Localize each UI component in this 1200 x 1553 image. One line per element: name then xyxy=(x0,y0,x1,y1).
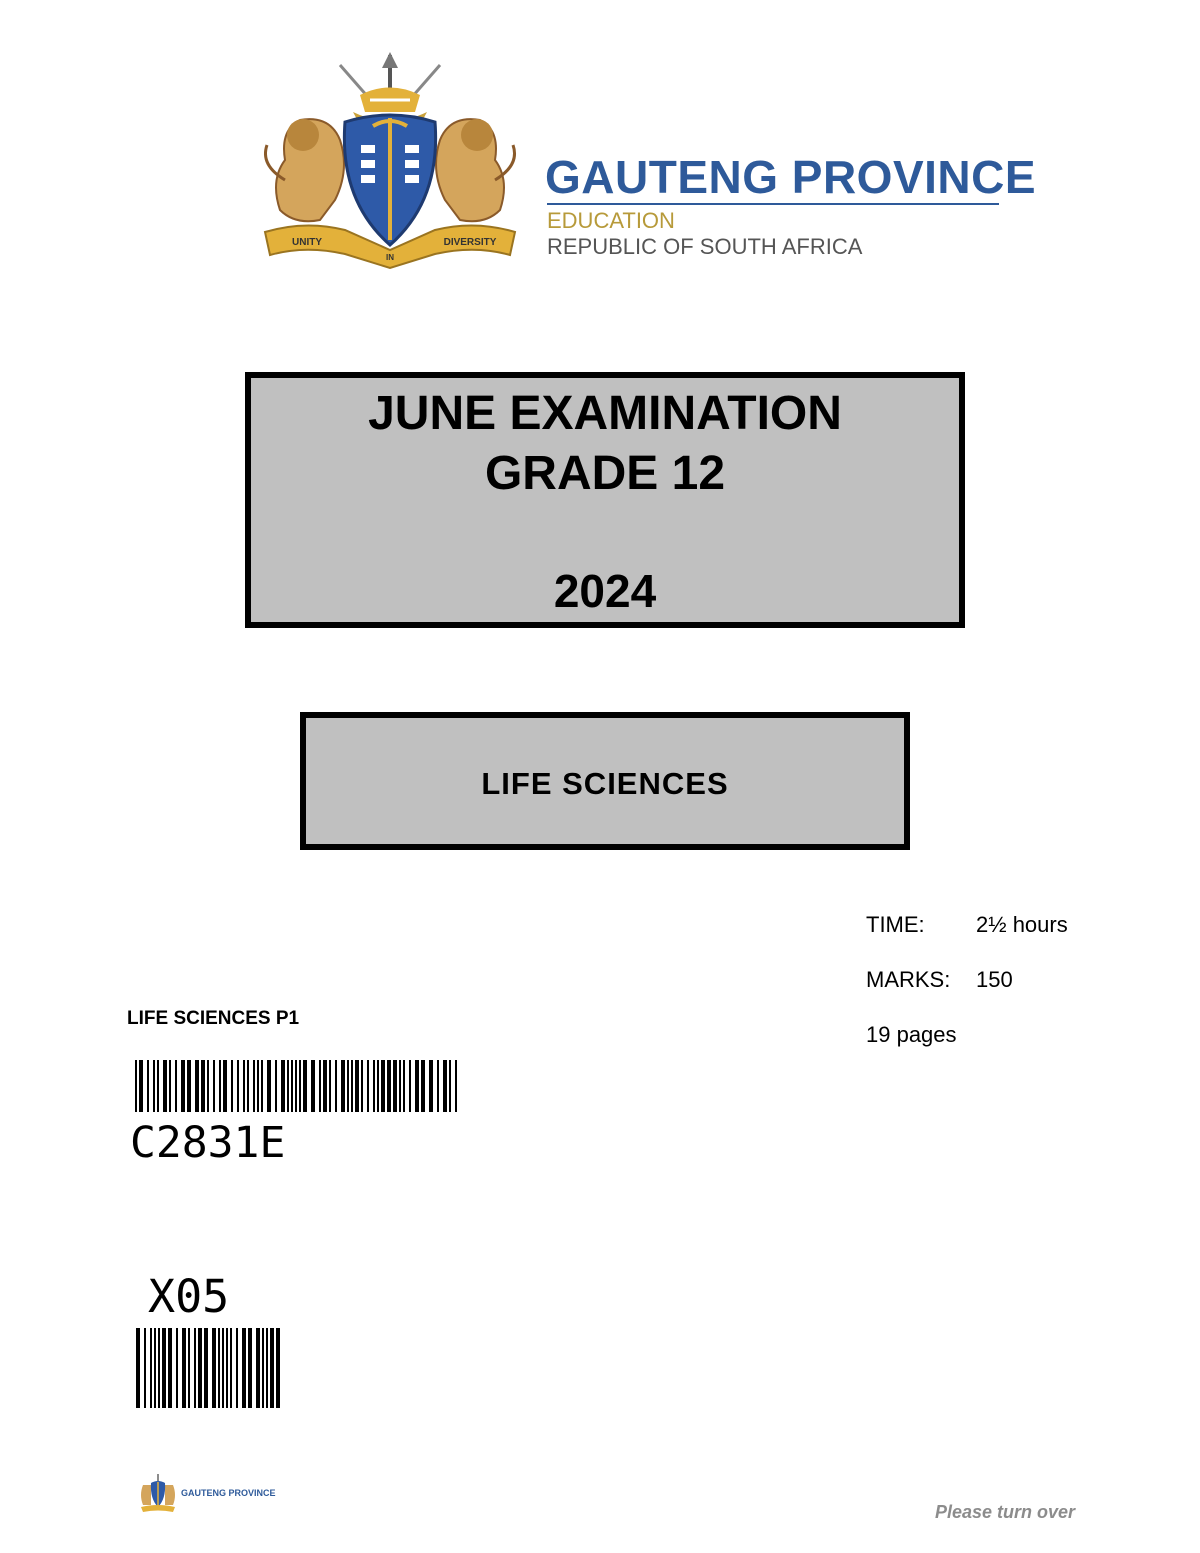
barcode-bar xyxy=(361,1060,363,1112)
barcode-bar xyxy=(303,1060,307,1112)
barcode-bar xyxy=(355,1060,359,1112)
barcode-bar xyxy=(311,1060,315,1112)
barcode-bar xyxy=(188,1328,190,1408)
barcode-bar xyxy=(144,1328,146,1408)
barcode-bar xyxy=(187,1060,191,1112)
barcode-bar xyxy=(381,1060,385,1112)
coat-of-arms-icon xyxy=(137,1473,179,1515)
barcode-bar xyxy=(139,1060,143,1112)
barcode-bar xyxy=(212,1328,216,1408)
department-name: EDUCATION xyxy=(547,208,675,233)
barcode-bar xyxy=(198,1328,202,1408)
barcode-bar xyxy=(319,1060,321,1112)
barcode-bar xyxy=(387,1060,391,1112)
barcode-bar xyxy=(329,1060,331,1112)
barcode-bar xyxy=(323,1060,327,1112)
barcode-bar xyxy=(373,1060,375,1112)
coat-of-arms-icon xyxy=(245,50,535,275)
barcode-bar xyxy=(158,1328,160,1408)
barcode-bar xyxy=(157,1060,159,1112)
barcode-bar xyxy=(226,1328,228,1408)
turn-over-note: Please turn over xyxy=(935,1502,1076,1522)
barcode-bar xyxy=(415,1060,419,1112)
barcode-bar xyxy=(367,1060,369,1112)
time-value: 2½ hours xyxy=(976,912,1068,937)
exam-year: 2024 xyxy=(553,565,657,617)
barcode-bar xyxy=(204,1328,208,1408)
barcode-bar xyxy=(136,1328,140,1408)
barcode-bar xyxy=(276,1328,280,1408)
barcode-bar xyxy=(299,1060,301,1112)
barcode-bar xyxy=(409,1060,411,1112)
barcode-bar xyxy=(213,1060,215,1112)
footer-logo xyxy=(137,1473,277,1517)
barcode-bar xyxy=(399,1060,401,1112)
barcode-bar xyxy=(242,1328,246,1408)
footer-logo-text: GAUTENG PROVINCE xyxy=(181,1488,276,1498)
barcode-bar xyxy=(449,1060,451,1112)
barcode-bar xyxy=(257,1060,259,1112)
barcode-bar xyxy=(181,1060,185,1112)
barcode-bar xyxy=(335,1060,337,1112)
barcode-bar xyxy=(351,1060,353,1112)
barcode-bar xyxy=(393,1060,397,1112)
barcode-bar xyxy=(429,1060,433,1112)
barcode-bar xyxy=(218,1328,220,1408)
title-underline xyxy=(547,203,999,205)
header-logo xyxy=(245,50,1035,280)
barcode-bar xyxy=(455,1060,457,1112)
barcode-bar xyxy=(256,1328,260,1408)
exam-grade: GRADE 12 xyxy=(484,447,726,500)
barcode-icon xyxy=(136,1328,282,1408)
barcode-bar xyxy=(403,1060,405,1112)
barcode-bar xyxy=(236,1328,238,1408)
barcode-bar xyxy=(207,1060,209,1112)
barcode-bar xyxy=(201,1060,205,1112)
barcode-bar xyxy=(295,1060,297,1112)
crest-motto-left: UNITY xyxy=(292,237,322,248)
barcode-bar xyxy=(230,1328,232,1408)
barcode-bar xyxy=(219,1060,221,1112)
time-label: TIME: xyxy=(866,912,925,937)
barcode-bar xyxy=(270,1328,274,1408)
barcode-bar xyxy=(287,1060,289,1112)
province-title: GAUTENG PROVINCE xyxy=(545,151,1037,203)
crest-motto-center: IN xyxy=(386,253,394,262)
barcode-bar xyxy=(168,1328,172,1408)
barcode-bar xyxy=(248,1328,252,1408)
barcode-bar xyxy=(162,1328,166,1408)
barcode-bar xyxy=(341,1060,345,1112)
barcode-bar xyxy=(153,1060,155,1112)
barcode-bar xyxy=(377,1060,379,1112)
marks-value: 150 xyxy=(976,967,1013,992)
barcode-bar xyxy=(281,1060,285,1112)
barcode-bar xyxy=(347,1060,349,1112)
barcode-bar xyxy=(247,1060,249,1112)
barcode-bar xyxy=(222,1328,224,1408)
exam-title-box xyxy=(245,372,965,628)
paper-label: LIFE SCIENCES P1 xyxy=(127,1008,300,1029)
barcode-bar xyxy=(266,1328,268,1408)
barcode-bar xyxy=(421,1060,425,1112)
barcode-bar xyxy=(147,1060,149,1112)
barcode-icon xyxy=(135,1060,460,1112)
marks-label: MARKS: xyxy=(866,967,951,992)
barcode-bar xyxy=(237,1060,239,1112)
barcode-bar xyxy=(135,1060,137,1112)
barcode-bar xyxy=(154,1328,156,1408)
barcode-bar xyxy=(231,1060,233,1112)
barcode-bar xyxy=(194,1328,196,1408)
barcode-bar xyxy=(291,1060,293,1112)
country-name: REPUBLIC OF SOUTH AFRICA xyxy=(547,234,863,259)
barcode-bar xyxy=(243,1060,245,1112)
barcode-bar xyxy=(253,1060,255,1112)
barcode-bar xyxy=(176,1328,178,1408)
crest-motto-right: DIVERSITY xyxy=(443,237,497,248)
barcode-bar xyxy=(195,1060,199,1112)
barcode-bar xyxy=(169,1060,171,1112)
barcode-bar xyxy=(275,1060,277,1112)
barcode-code-secondary: X05 xyxy=(148,1270,230,1323)
exam-title: JUNE EXAMINATION xyxy=(368,387,842,440)
barcode-bar xyxy=(163,1060,167,1112)
barcode-bar xyxy=(262,1328,264,1408)
barcode-code-primary: C2831E xyxy=(130,1118,286,1168)
barcode-bar xyxy=(443,1060,447,1112)
subject-name: LIFE SCIENCES xyxy=(481,766,729,801)
barcode-bar xyxy=(437,1060,439,1112)
barcode-bar xyxy=(223,1060,227,1112)
barcode-bar xyxy=(261,1060,263,1112)
barcode-bar xyxy=(182,1328,186,1408)
barcode-bar xyxy=(150,1328,152,1408)
barcode-bar xyxy=(175,1060,177,1112)
barcode-bar xyxy=(267,1060,271,1112)
page-count: 19 pages xyxy=(866,1022,957,1047)
subject-box xyxy=(300,712,910,850)
